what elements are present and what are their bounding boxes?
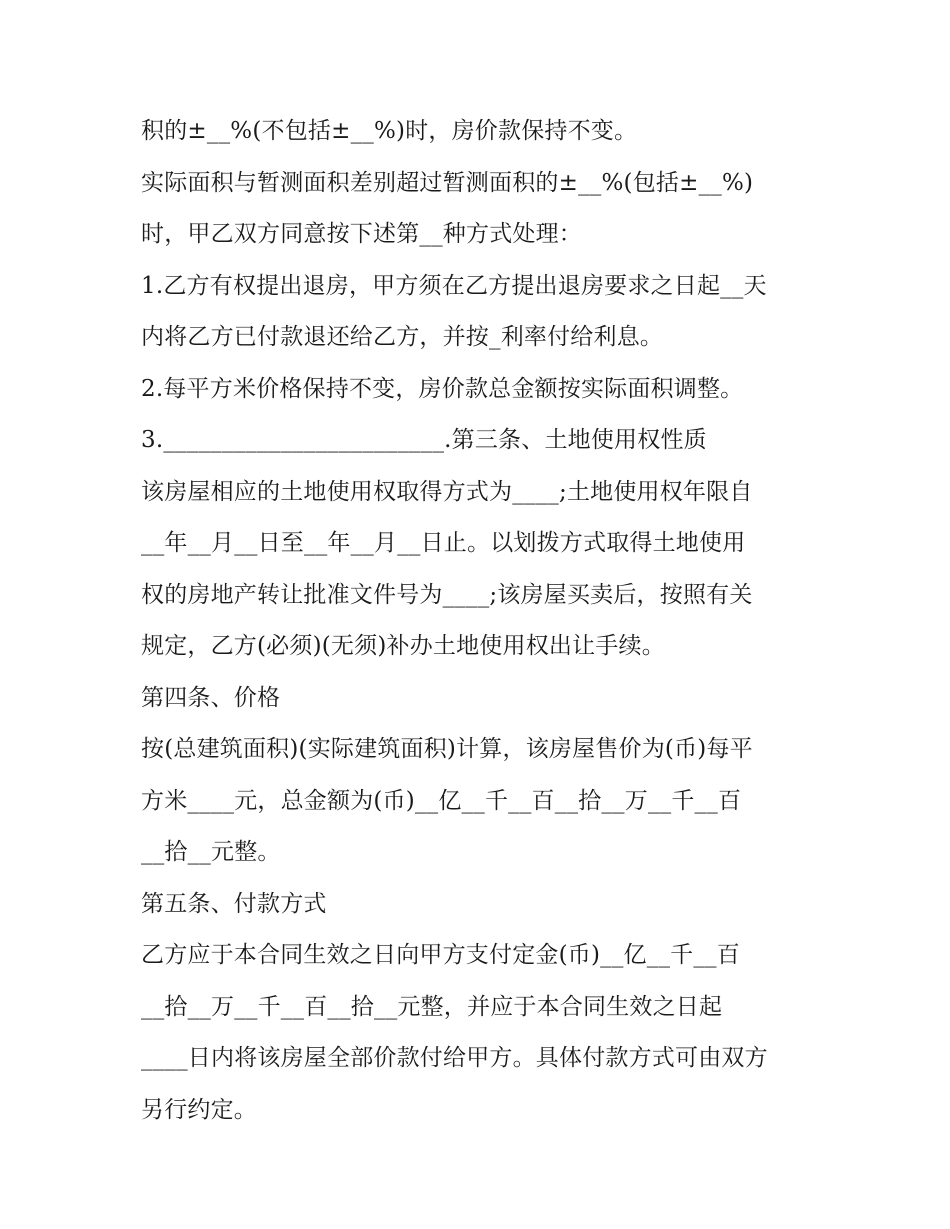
text-line: 内将乙方已付款退还给乙方，并按_利率付给利息。 (141, 324, 664, 350)
text-line: 乙方应于本合同生效之日向甲方支付定金(币)__亿__千__百 (141, 942, 740, 968)
text-line: 另行约定。 (141, 1096, 257, 1123)
text-line: 按(总建筑面积)(实际建筑面积)计算，该房屋售价为(币)每平 (141, 736, 753, 762)
text-line: 2.每平方米价格保持不变，房价款总金额按实际面积调整。 (141, 375, 744, 402)
text-line: ____日内将该房屋全部价款付给甲方。具体付款方式可由双方 (141, 1045, 768, 1071)
text-line: 权的房地产转让批准文件号为____;该房屋买卖后，按照有关 (141, 581, 753, 608)
text-line: 时，甲乙双方同意按下述第__种方式处理： (141, 221, 582, 247)
text-line: 实际面积与暂测面积差别超过暂测面积的±__%(包括±__%) (141, 169, 754, 196)
document-body (141, 106, 821, 1136)
text-line: __拾__元整。 (141, 839, 281, 865)
text-line: 1.乙方有权提出退房，甲方须在乙方提出退房要求之日起__天 (141, 272, 767, 299)
text-line: 规定，乙方(必须)(无须)补办土地使用权出让手续。 (141, 633, 665, 659)
text-line: 3.________________________.第三条、土地使用权性质 (141, 427, 707, 453)
section-heading: 第四条、价格 (141, 684, 281, 711)
section-heading: 第五条、付款方式 (141, 890, 327, 917)
text-line: 方米____元，总金额为(币)__亿__千__百__拾__万__千__百 (141, 787, 742, 814)
text-line: 该房屋相应的土地使用权取得方式为____;土地使用权年限自 (141, 478, 753, 505)
text-line: __拾__万__千__百__拾__元整，并应于本合同生效之日起 (141, 993, 723, 1020)
text-line: __年__月__日至__年__月__日止。以划拨方式取得土地使用 (141, 530, 746, 556)
text-line: 积的±__%(不包括±__%)时，房价款保持不变。 (141, 118, 638, 144)
